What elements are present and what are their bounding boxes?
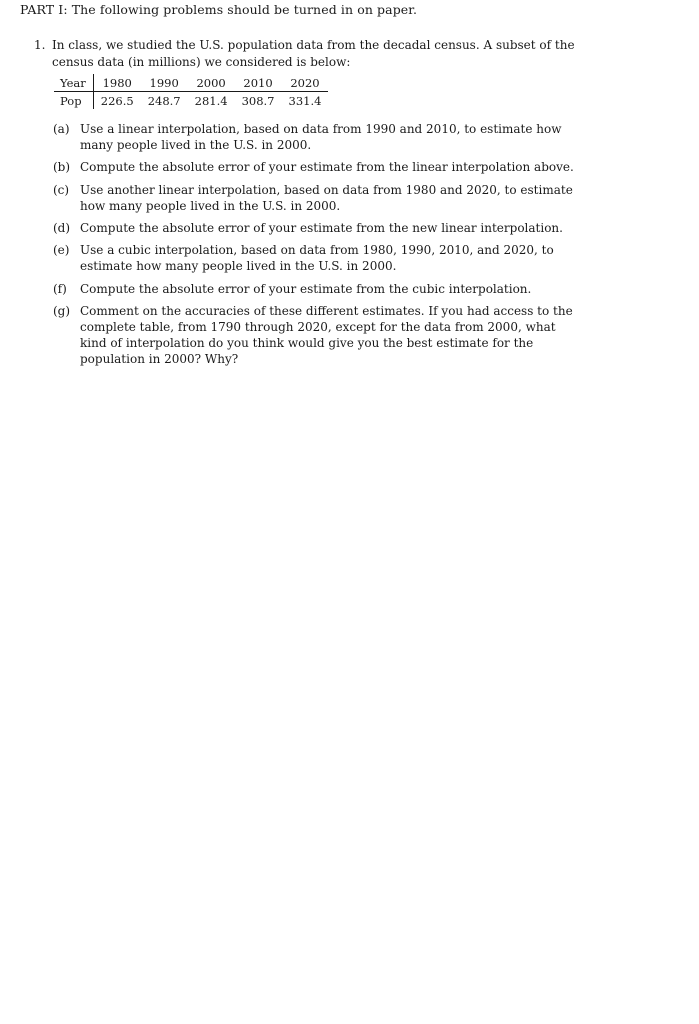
- subquestion-text: Use a cubic interpolation, based on data from 1980, 1990, 2010, and 2020, to estimate how many people lived in the U.S. in 2000.: [80, 243, 554, 274]
- subquestion-text: Use another linear interpolation, based on data from 1980 and 2020, to estimate how many people lived in the U.S. in 2000.: [80, 182, 573, 213]
- table-cell: 1980: [93, 74, 140, 92]
- subquestion-text: Use a linear interpolation, based on data from 1990 and 2010, to estimate how many people lived in the U.S. in 2000.: [80, 122, 562, 153]
- part-header: PART I: The following problems should be turned in on paper.: [20, 2, 418, 17]
- table-cell: 226.5: [100, 93, 134, 108]
- table-cell: 308.7: [241, 93, 275, 108]
- subquestion-label: (a): [53, 122, 70, 136]
- subquestion-list: [53, 121, 583, 374]
- table-cell: 281.4: [194, 93, 228, 108]
- table-cell: 2010: [235, 74, 282, 92]
- subquestion-b: [53, 159, 583, 175]
- table-cell: 2000: [188, 74, 235, 92]
- subquestion-f: [53, 281, 583, 297]
- subquestion-label: (d): [53, 221, 71, 236]
- table-row-pop: [54, 92, 328, 110]
- subquestion-label: (f): [53, 281, 67, 296]
- table-cell: 331.4: [288, 93, 322, 108]
- subquestion-c: [53, 182, 583, 214]
- table-cell: 248.7: [147, 93, 181, 108]
- subquestion-d: [53, 220, 583, 236]
- table-cell: 1990: [141, 74, 188, 92]
- subquestion-text: Comment on the accuracies of these different estimates. If you had access to the complete table, from 1790 through 2020, except for the data from 2000, what kind of interpolation do you think would give you the best estimate for the population in 2000? Why?: [80, 303, 573, 367]
- problem-number: 1.: [34, 38, 46, 52]
- table-cell: 2020: [282, 74, 329, 92]
- subquestion-label: (b): [53, 160, 71, 175]
- census-table: [54, 74, 328, 109]
- problem-intro: In class, we studied the U.S. population data from the decadal census. A subset of the census data (in millions) we considered is below:: [52, 38, 575, 69]
- subquestion-label: (g): [53, 303, 71, 318]
- subquestion-label: (c): [53, 182, 70, 197]
- row-label-year: Year: [54, 74, 93, 92]
- subquestion-text: Compute the absolute error of your estimate from the linear interpolation above.: [80, 160, 574, 175]
- subquestion-text: Compute the absolute error of your estimate from the new linear interpolation.: [80, 221, 563, 236]
- problem-1: [34, 37, 594, 70]
- subquestion-a: [53, 121, 583, 153]
- row-label-pop: Pop: [54, 92, 93, 110]
- subquestion-e: [53, 242, 583, 274]
- subquestion-text: Compute the absolute error of your estimate from the cubic interpolation.: [80, 281, 532, 296]
- table-row-year: [54, 74, 328, 92]
- subquestion-label: (e): [53, 243, 70, 258]
- subquestion-g: [53, 303, 583, 368]
